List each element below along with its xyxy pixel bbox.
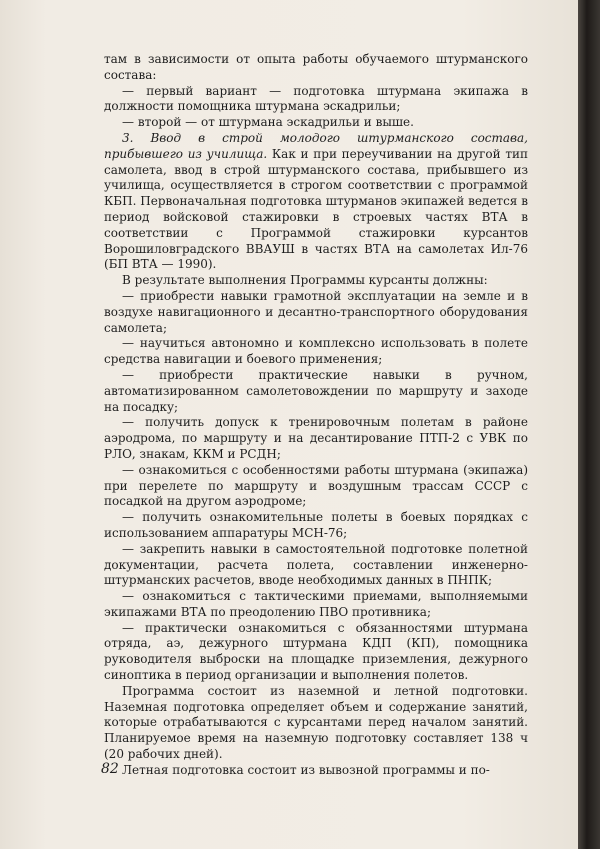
paragraph-2-text: — первый вариант — подготовка штурмана экипажа в должности помощника штурмана эскадрильи; <box>104 83 528 114</box>
paragraph-14 <box>104 621 528 684</box>
paragraph-9 <box>104 415 528 462</box>
paragraph-3 <box>104 115 528 131</box>
paragraph-10-text: — ознакомиться с особенностями работы штурмана (экипажа) при перелете по маршруту и воздушным трассам СССР с посадкой на другом аэродроме; <box>104 462 528 509</box>
paragraph-4-text: Как и при переучивании на другой тип самолета, ввод в строй штурманского состава, прибывшего из училища, осуществляется в строгом соответствии с программой КБП. Первоначальная подготовка штурманов экипажей ведется в период войсковой стажировки в строевых частях ВТА в соответствии с Программой стажировки курсантов Ворошиловградского ВВАУШ в частях ВТА на самолетах Ил-76 (БП ВТА — 1990). <box>104 146 528 272</box>
paragraph-5 <box>104 273 528 289</box>
paragraph-11-text: — получить ознакомительные полеты в боевых порядках с использованием аппаратуры МСН-76; <box>104 510 528 540</box>
page-body-text <box>104 52 528 779</box>
paragraph-9-text: — получить допуск к тренировочным полетам в районе аэродрома, по маршруту и на десантирование ПТП-2 с УВК по РЛО, знакам, ККМ и РСДН; <box>104 415 528 461</box>
page-number: 82 <box>101 761 119 777</box>
paragraph-8 <box>104 368 528 415</box>
paragraph-7 <box>104 336 528 368</box>
paragraph-13-text: — ознакомиться с тактическими приемами, выполняемыми экипажами ВТА по преодолению ПВО противника; <box>104 589 528 619</box>
paragraph-4 <box>104 131 528 273</box>
paragraph-11 <box>104 510 528 542</box>
paragraph-12 <box>104 542 528 589</box>
paragraph-12-text: — закрепить навыки в самостоятельной подготовке полетной документации, расчета полета, составлении инженерно-штурманских расчетов, вводе необходимых данных в ПНПК; <box>104 541 528 588</box>
paragraph-8-text: — приобрести практические навыки в ручном, автоматизированном самолетовождении по маршруту и заходе на посадку; <box>104 367 528 414</box>
paragraph-6-text: — приобрести навыки грамотной эксплуатации на земле и в воздухе навигационного и десантно-транспортного оборудования самолета; <box>104 288 528 335</box>
paragraph-15 <box>104 684 528 763</box>
paragraph-15-text: Программа состоит из наземной и летной подготовки. Наземная подготовка определяет объем и содержание занятий, которые отрабатываются с курсантами перед началом занятий. Планируемое время на наземную подготовку составляет 138 ч (20 рабочих дней). <box>104 683 528 762</box>
paragraph-1-text: там в зависимости от опыта работы обучаемого штурманского состава: <box>104 52 528 82</box>
paragraph-6 <box>104 289 528 336</box>
paragraph-2 <box>104 84 528 116</box>
paragraph-14-text: — практически ознакомиться с обязанностями штурмана отряда, аэ, дежурного штурмана КДП (КП), помощника руководителя выброски на площадке приземления, дежурного синоптика в период организации и выполнения полетов. <box>104 620 528 683</box>
book-spine-edge <box>578 0 600 849</box>
paragraph-16 <box>104 763 528 779</box>
paragraph-7-text: — научиться автономно и комплексно использовать в полете средства навигации и боевого применения; <box>104 336 528 367</box>
paragraph-13 <box>104 589 528 621</box>
paragraph-5-text: В результате выполнения Программы курсанты должны: <box>122 273 488 288</box>
paragraph-10 <box>104 463 528 510</box>
paragraph-1 <box>104 52 528 84</box>
paragraph-3-text: — второй — от штурмана эскадрильи и выше. <box>122 115 414 130</box>
paragraph-16-text: Летная подготовка состоит из вывозной программы и по- <box>122 762 490 777</box>
paragraph-4-heading: 3. Ввод в строй молодого штурманского состава, прибывшего из училища. <box>104 130 528 161</box>
